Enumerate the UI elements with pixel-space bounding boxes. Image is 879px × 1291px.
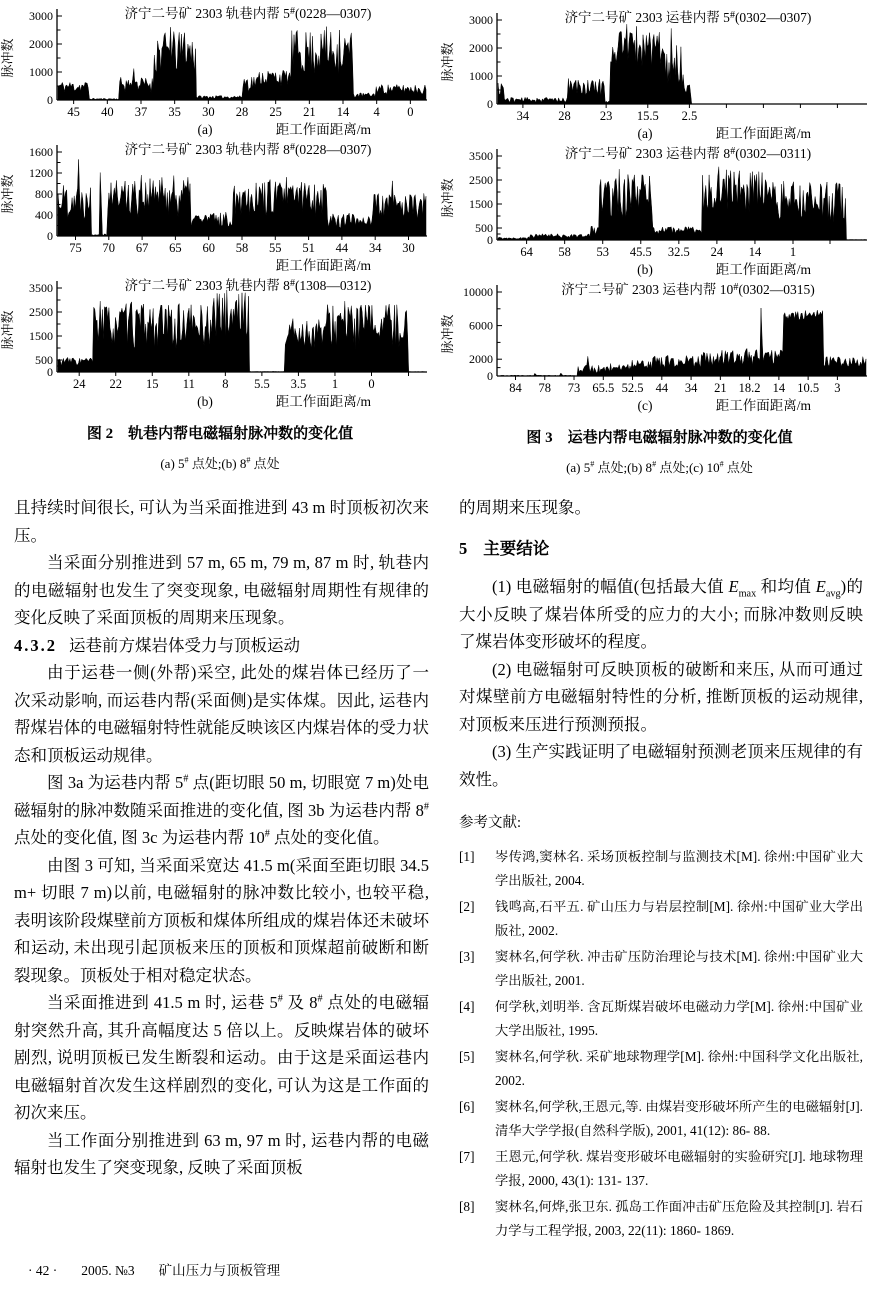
figures-row — [0, 4, 879, 476]
svg-text:34: 34 — [516, 109, 530, 123]
svg-text:1600: 1600 — [29, 145, 53, 159]
svg-text:2000: 2000 — [469, 41, 493, 55]
svg-text:脉冲数: 脉冲数 — [440, 314, 455, 354]
svg-text:距工作面距离/m: 距工作面距离/m — [715, 398, 812, 413]
svg-text:4: 4 — [373, 105, 380, 119]
paragraph: (3) 生产实践证明了电磁辐射预测老顶来压规律的有效性。 — [459, 742, 863, 789]
reference-label: [4] — [459, 999, 475, 1014]
paragraph: 图 3a 为运巷内帮 5# 点(距切眼 50 m, 切眼宽 7 m)处电磁辐射的脉冲数随采面推进的变化值, 图 3b 为运巷内帮 8# 点处的变化值, 图 3c 为运巷内帮 10# 点处的变化值。 — [14, 773, 429, 847]
svg-text:65: 65 — [169, 241, 182, 255]
section-heading-5 — [459, 535, 863, 563]
svg-text:65.5: 65.5 — [592, 381, 615, 395]
svg-text:2000: 2000 — [469, 352, 493, 367]
references-heading: 参考文献: — [459, 815, 522, 831]
svg-text:距工作面距离/m: 距工作面距离/m — [715, 126, 812, 141]
svg-text:0: 0 — [368, 377, 375, 391]
svg-text:78: 78 — [538, 381, 552, 395]
fig3-caption: 图 3 运巷内帮电磁辐射脉冲数的变化值 — [526, 430, 793, 446]
reference-item — [459, 995, 863, 1043]
svg-text:64: 64 — [520, 245, 533, 259]
svg-text:21: 21 — [714, 381, 727, 395]
paragraph: 由图 3 可知, 当采面采宽达 41.5 m(采面至距切眼 34.5 m+ 切眼 7 m)以前, 电磁辐射的脉冲数比较小, 也较平稳, 表明该阶段煤壁前方顶板和煤体所组成的煤岩体还未破坏和运动, 未出现引起顶板来压的顶板和顶煤超前破断和断裂现象。顶板处于相对稳定状态。 — [14, 855, 429, 985]
svg-text:30: 30 — [202, 105, 215, 119]
svg-text:23: 23 — [599, 109, 613, 123]
fig2b-pulse-chart — [0, 276, 440, 410]
references-list — [459, 845, 863, 1243]
svg-text:济宁二号矿 2303 轨巷内帮 5#(0228—0307): 济宁二号矿 2303 轨巷内帮 5#(0228—0307) — [124, 6, 372, 21]
svg-text:24: 24 — [710, 245, 724, 259]
reference-label: [6] — [459, 1099, 475, 1114]
issue-label: 2005. №3 — [81, 1263, 135, 1278]
svg-text:52.5: 52.5 — [621, 381, 644, 395]
svg-text:11: 11 — [182, 377, 195, 391]
svg-text:(b): (b) — [197, 394, 213, 409]
svg-text:28: 28 — [235, 105, 249, 119]
reference-label: [7] — [459, 1149, 475, 1164]
svg-text:55: 55 — [269, 241, 282, 255]
svg-text:济宁二号矿 2303 轨巷内帮 8#(0228—0307): 济宁二号矿 2303 轨巷内帮 8#(0228—0307) — [124, 142, 372, 157]
svg-text:济宁二号矿 2303 轨巷内帮 8#(1308—0312): 济宁二号矿 2303 轨巷内帮 8#(1308—0312) — [124, 278, 372, 293]
svg-text:0: 0 — [487, 233, 493, 247]
svg-text:(b): (b) — [637, 262, 653, 277]
reference-item — [459, 1195, 863, 1243]
svg-text:3500: 3500 — [29, 281, 53, 295]
svg-text:脉冲数: 脉冲数 — [0, 38, 15, 78]
svg-text:距工作面距离/m: 距工作面距离/m — [715, 262, 812, 277]
svg-text:25: 25 — [269, 105, 282, 119]
svg-text:6000: 6000 — [469, 318, 493, 333]
svg-text:73: 73 — [567, 381, 581, 395]
svg-text:3.5: 3.5 — [290, 377, 307, 391]
svg-text:脉冲数: 脉冲数 — [440, 178, 455, 218]
svg-text:1500: 1500 — [29, 329, 53, 343]
svg-text:3000: 3000 — [29, 9, 53, 23]
fig2a-pulse-chart — [0, 4, 440, 138]
svg-text:0: 0 — [47, 229, 53, 243]
svg-text:400: 400 — [35, 208, 53, 222]
svg-text:5.5: 5.5 — [254, 377, 270, 391]
svg-text:500: 500 — [35, 353, 53, 367]
fig3-subcaption: (a) 5# 点处;(b) 8# 点处;(c) 10# 点处 — [566, 459, 753, 475]
svg-text:2500: 2500 — [29, 305, 53, 319]
svg-text:0: 0 — [407, 105, 414, 119]
svg-text:(a): (a) — [197, 122, 213, 137]
svg-text:53: 53 — [596, 245, 609, 259]
fig2-mid-pulse-chart — [0, 140, 440, 274]
svg-text:2.5: 2.5 — [681, 109, 698, 123]
svg-text:10.5: 10.5 — [797, 381, 820, 395]
paragraph: (1) 电磁辐射的幅值(包括最大值 $E_{max}$ 和均值 $E_{avg}$)的大小反映了煤岩体所受的应力的大小; 而脉冲数则反映了煤岩体变形破坏的程度。 — [459, 577, 864, 651]
svg-text:距工作面距离/m: 距工作面距离/m — [275, 394, 372, 409]
reference-item — [459, 845, 863, 893]
fig3b-pulse-chart — [440, 144, 879, 278]
reference-label: [1] — [459, 849, 475, 864]
svg-text:脉冲数: 脉冲数 — [0, 174, 15, 214]
svg-text:济宁二号矿 2303 运巷内帮 10#(0302—0315): 济宁二号矿 2303 运巷内帮 10#(0302—0315) — [561, 282, 815, 297]
fig2-caption-block — [0, 422, 440, 472]
svg-text:14: 14 — [772, 381, 786, 395]
svg-text:1: 1 — [331, 377, 339, 391]
svg-text:8: 8 — [222, 377, 229, 391]
svg-text:1200: 1200 — [29, 166, 53, 180]
reference-item — [459, 945, 863, 993]
paragraph: 当采面分别推进到 57 m, 65 m, 79 m, 87 m 时, 轨巷内的电磁辐射也发生了突变现象, 电磁辐射周期性有规律的变化反映了采面顶板的周期来压现象。 — [14, 553, 429, 627]
svg-text:3: 3 — [834, 381, 841, 395]
svg-text:1000: 1000 — [469, 69, 493, 83]
section-title: 主要结论 — [483, 538, 550, 558]
svg-text:37: 37 — [134, 105, 148, 119]
svg-text:35: 35 — [168, 105, 181, 119]
svg-text:14: 14 — [748, 245, 762, 259]
paragraph: (2) 电磁辐射可反映顶板的破断和来压, 从而可通过对煤壁前方电磁辐射特性的分析, 推断顶板的运动规律, 对顶板来压进行预测预报。 — [459, 659, 863, 734]
reference-label: [5] — [459, 1049, 475, 1064]
svg-text:2500: 2500 — [469, 173, 493, 187]
svg-text:24: 24 — [72, 377, 86, 391]
reference-text: 岑传鸿,窦林名. 采场顶板控制与监测技术[M]. 徐州:中国矿业大学出版社, 2004. — [495, 849, 863, 888]
svg-text:0: 0 — [487, 97, 493, 111]
svg-text:14: 14 — [336, 105, 350, 119]
svg-text:18.2: 18.2 — [738, 381, 761, 395]
left-text-column — [0, 494, 437, 1245]
svg-text:1: 1 — [789, 245, 797, 259]
reference-label: [3] — [459, 949, 475, 964]
svg-text:800: 800 — [35, 187, 53, 201]
svg-text:1500: 1500 — [469, 197, 493, 211]
reference-item — [459, 1095, 863, 1143]
svg-text:距工作面距离/m: 距工作面距离/m — [275, 122, 372, 137]
svg-text:28: 28 — [558, 109, 571, 123]
svg-text:34: 34 — [684, 381, 698, 395]
paragraph: 的周期来压现象。 — [459, 498, 591, 517]
fig3c-pulse-chart — [440, 280, 879, 414]
page-number: · 42 · — [28, 1263, 58, 1278]
reference-item — [459, 1145, 863, 1193]
svg-text:3000: 3000 — [469, 13, 493, 27]
section-number: 5 — [459, 538, 468, 558]
figure-2-column — [0, 4, 440, 476]
svg-text:(c): (c) — [637, 398, 653, 413]
svg-text:15.5: 15.5 — [636, 109, 659, 123]
fig3-caption-block — [440, 426, 879, 476]
svg-text:21: 21 — [303, 105, 316, 119]
svg-text:济宁二号矿 2303 运巷内帮 5#(0302—0307): 济宁二号矿 2303 运巷内帮 5#(0302—0307) — [564, 10, 812, 25]
reference-item — [459, 895, 863, 943]
reference-text: 窦林名,何烨,张卫东. 孤岛工作面冲击矿压危险及其控制[J]. 岩石力学与工程学报, 2003, 22(11): 1860- 1869. — [495, 1199, 863, 1238]
svg-text:58: 58 — [235, 241, 249, 255]
svg-text:3500: 3500 — [469, 149, 493, 163]
reference-text: 王恩元,何学秋. 煤岩变形破坏电磁辐射的实验研究[J]. 地球物理学报, 2000, 43(1): 131- 137. — [495, 1149, 863, 1188]
section-title: 运巷前方煤岩体受力与顶板运动 — [69, 635, 300, 655]
paragraph: 当采面推进到 41.5 m 时, 运巷 5# 及 8# 点处的电磁辐射突然升高, 其升高幅度达 5 倍以上。反映煤岩体的破坏剧烈, 说明顶板已发生断裂和运动。由于这是采面运巷内电磁辐射首次发生这样剧烈的变化, 可认为这是工作面的初次来压。 — [14, 993, 429, 1122]
svg-text:45.5: 45.5 — [629, 245, 652, 259]
svg-text:0: 0 — [47, 365, 53, 379]
page-footer — [28, 1259, 304, 1279]
paragraph: 当工作面分别推进到 63 m, 97 m 时, 运巷内帮的电磁辐射也发生了突变现象, 反映了采面顶板 — [14, 1130, 429, 1177]
svg-text:40: 40 — [101, 105, 114, 119]
svg-text:(a): (a) — [637, 126, 653, 141]
figure-3-column — [440, 4, 879, 476]
svg-text:济宁二号矿 2303 运巷内帮 8#(0302—0311): 济宁二号矿 2303 运巷内帮 8#(0302—0311) — [564, 146, 812, 161]
svg-text:58: 58 — [558, 245, 571, 259]
paragraph: 且持续时间很长, 可认为当采面推进到 43 m 时顶板初次来压。 — [14, 498, 429, 545]
paragraph: 由于运巷一侧(外帮)采空, 此处的煤岩体已经历了一次采动影响, 而运巷内帮(采面侧)是实体煤。因此, 运巷内帮煤岩体的电磁辐射特性就能反映该区内煤岩体的受力状态和顶板运动规律。 — [14, 663, 429, 765]
svg-text:44: 44 — [655, 381, 669, 395]
svg-text:60: 60 — [202, 241, 215, 255]
svg-text:34: 34 — [368, 241, 382, 255]
svg-text:32.5: 32.5 — [667, 245, 690, 259]
reference-text: 窦林名,何学秋. 冲击矿压防治理论与技术[M]. 徐州:中国矿业大学出版社, 2001. — [495, 949, 863, 988]
svg-text:0: 0 — [47, 93, 53, 107]
svg-text:70: 70 — [102, 241, 116, 255]
reference-text: 窦林名,何学秋,王恩元,等. 由煤岩变形破坏所产生的电磁辐射[J]. 清华大学学报(自然科学版), 2001, 41(12): 86- 88. — [495, 1099, 863, 1138]
reference-text: 窦林名,何学秋. 采矿地球物理学[M]. 徐州:中国科学文化出版社, 2002. — [495, 1049, 863, 1088]
fig2-caption: 图 2 轨巷内帮电磁辐射脉冲数的变化值 — [86, 426, 354, 442]
right-text-column — [437, 494, 879, 1245]
svg-text:距工作面距离/m: 距工作面距离/m — [275, 258, 372, 273]
svg-text:脉冲数: 脉冲数 — [0, 310, 15, 350]
fig3a-pulse-chart — [440, 8, 879, 142]
svg-text:67: 67 — [135, 241, 149, 255]
body-text — [0, 494, 879, 1245]
fig2-subcaption: (a) 5# 点处;(b) 8# 点处 — [160, 455, 280, 471]
svg-text:15: 15 — [146, 377, 159, 391]
reference-item — [459, 1045, 863, 1093]
svg-text:22: 22 — [109, 377, 122, 391]
svg-text:0: 0 — [487, 369, 493, 383]
section-number: 4.3.2 — [14, 635, 57, 655]
svg-text:30: 30 — [402, 241, 415, 255]
reference-label: [2] — [459, 899, 475, 914]
svg-text:脉冲数: 脉冲数 — [440, 42, 455, 82]
svg-text:10000: 10000 — [463, 285, 493, 299]
svg-text:2000: 2000 — [29, 37, 53, 51]
svg-text:500: 500 — [475, 221, 493, 235]
journal-name: 矿山压力与顶板管理 — [158, 1263, 281, 1278]
section-heading-4-3-2 — [14, 632, 429, 660]
svg-text:75: 75 — [69, 241, 82, 255]
svg-text:1000: 1000 — [29, 65, 53, 79]
svg-text:84: 84 — [509, 381, 522, 395]
svg-text:51: 51 — [302, 241, 315, 255]
svg-text:45: 45 — [67, 105, 80, 119]
reference-text: 何学秋,刘明举. 含瓦斯煤岩破坏电磁动力学[M]. 徐州:中国矿业大学出版社, 1995. — [495, 999, 863, 1038]
reference-label: [8] — [459, 1199, 475, 1214]
reference-text: 钱鸣高,石平五. 矿山压力与岩层控制[M]. 徐州:中国矿业大学出版社, 2002. — [495, 899, 863, 938]
svg-text:44: 44 — [335, 241, 349, 255]
